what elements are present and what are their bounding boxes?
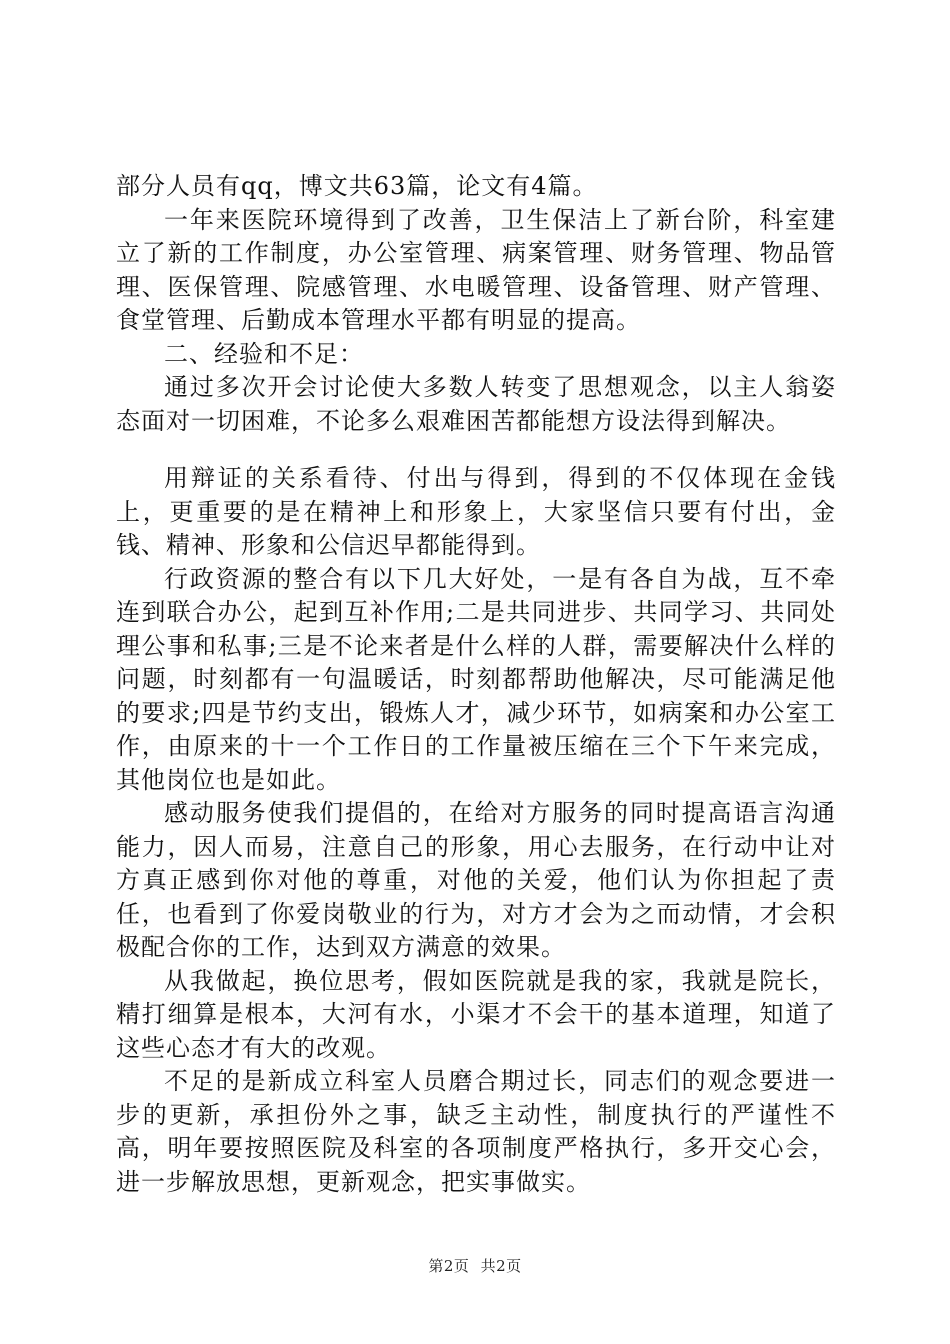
paragraph-6: 感动服务使我们提倡的，在给对方服务的同时提高语言沟通能力，因人而易，注意自己的形象，用心去服务，在行动中让对方真正感到你对他的尊重，对他的关爱，他们认为你担起了责任，也看到了你爱岗敬业的行为，对方才会为之而动情，才会积极配合你的工作，达到双方满意的效果。 [116,799,836,961]
section-heading: 二、经验和不足： [164,339,364,368]
page-total: 共2页 [480,1257,522,1275]
paragraph-2: 一年来医院环境得到了改善，卫生保洁上了新台阶，科室建立了新的工作制度，办公室管理、病案管理、财务管理、物品管理、医保管理、院感管理、水电暖管理、设备管理、财产管理、食堂管理、后勤成本管理水平都有明显的提高。 [116,205,836,334]
page-number: 第2页 [428,1257,470,1275]
paragraph-1: 部分人员有qq，博文共63篇，论文有4篇。 [116,172,598,200]
page-footer [0,1255,950,1276]
document-body [116,170,836,1199]
paragraph-5: 行政资源的整合有以下几大好处，一是有各自为战，互不牵连到联合办公，起到互补作用;二是共同进步、共同学习、共同处理公事和私事;三是不论来者是什么样的人群，需要解决什么样的问题，时刻都有一句温暖话，时刻都帮助他解决，尽可能满足他的要求;四是节约支出，锻炼人才，减少环节，如病案和办公室工作，由原来的十一个工作日的工作量被压缩在三个下午来完成，其他岗位也是如此。 [116,564,836,794]
paragraph-7: 从我做起，换位思考，假如医院就是我的家，我就是院长，精打细算是根本，大河有水，小渠才不会干的基本道理，知道了这些心态才有大的改观。 [116,966,836,1062]
paragraph-8: 不足的是新成立科室人员磨合期过长，同志们的观念要进一步的更新，承担份外之事，缺乏主动性，制度执行的严谨性不高，明年要按照医院及科室的各项制度严格执行，多开交心会，进一步解放思想，更新观念，把实事做实。 [116,1067,836,1196]
paragraph-4: 用辩证的关系看待、付出与得到，得到的不仅体现在金钱上，更重要的是在精神上和形象上，大家坚信只要有付出，金钱、精神、形象和公信迟早都能得到。 [116,464,836,559]
paragraph-3: 通过多次开会讨论使大多数人转变了思想观念，以主人翁姿态面对一切困难，不论多么艰难困苦都能想方设法得到解决。 [116,373,836,435]
paragraph-spacer [116,438,836,462]
